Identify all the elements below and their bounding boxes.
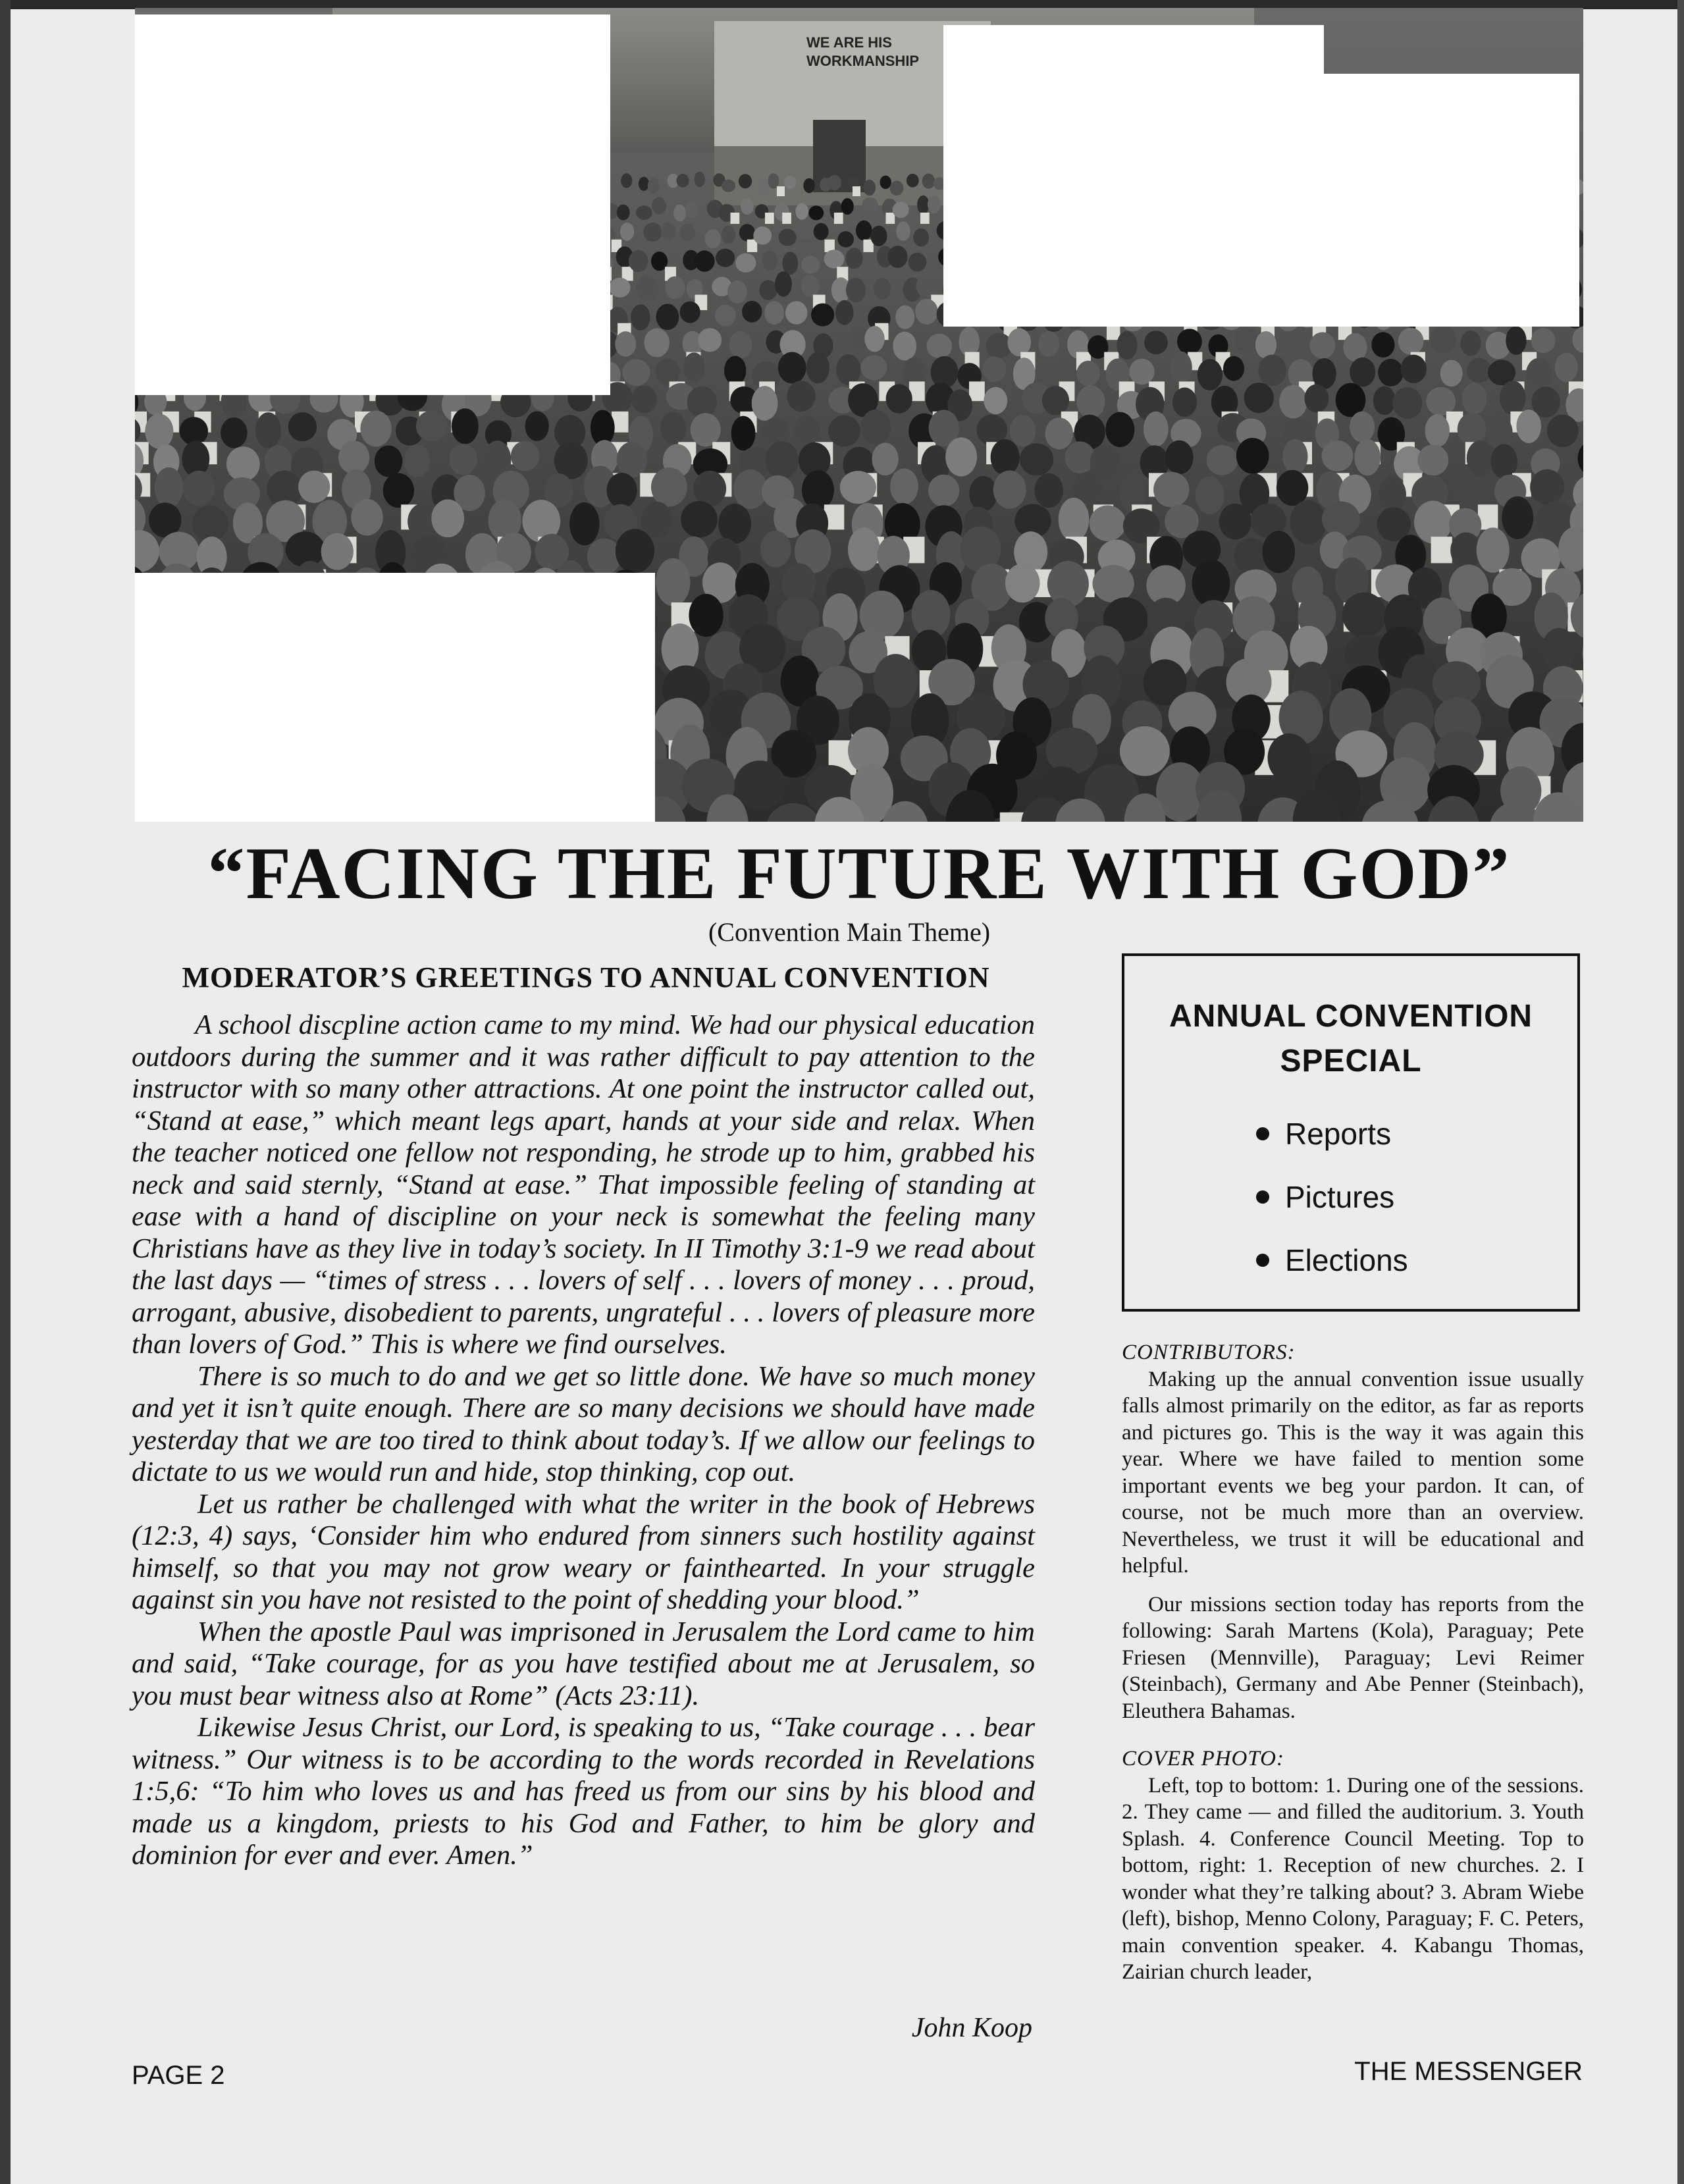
audience-head bbox=[735, 253, 756, 273]
audience-head bbox=[1076, 361, 1100, 386]
audience-head bbox=[255, 412, 281, 448]
audience-head bbox=[1263, 531, 1296, 573]
song-sheet bbox=[765, 213, 774, 224]
audience-head bbox=[915, 299, 938, 325]
audience-head bbox=[722, 180, 735, 192]
audience-head bbox=[651, 467, 687, 506]
audience-head bbox=[288, 412, 317, 441]
audience-head bbox=[615, 331, 636, 357]
audience-head bbox=[656, 558, 690, 606]
audience-head bbox=[695, 250, 715, 271]
audience-head bbox=[645, 329, 670, 358]
audience-head bbox=[862, 198, 878, 212]
audience-head bbox=[982, 357, 1007, 383]
audience-head bbox=[698, 328, 722, 352]
audience-head bbox=[677, 174, 689, 188]
audience-head bbox=[1304, 385, 1329, 413]
audience-head bbox=[569, 502, 599, 545]
audience-head bbox=[705, 229, 721, 248]
audience-head bbox=[1223, 356, 1244, 381]
special-box-title bbox=[1124, 994, 1577, 1084]
audience-head bbox=[893, 332, 916, 361]
audience-head bbox=[683, 352, 705, 382]
audience-head bbox=[1400, 355, 1427, 383]
audience-head bbox=[1350, 358, 1375, 387]
audience-head bbox=[803, 178, 815, 194]
audience-head bbox=[779, 228, 797, 246]
audience-head bbox=[993, 471, 1026, 509]
audience-head bbox=[848, 527, 880, 571]
audience-head bbox=[1144, 412, 1169, 446]
audience-head bbox=[375, 446, 403, 477]
audience-head bbox=[795, 203, 808, 220]
audience-head bbox=[802, 470, 834, 510]
audience-head bbox=[860, 355, 887, 380]
audience-head bbox=[1197, 359, 1223, 390]
audience-head bbox=[846, 248, 863, 269]
audience-head bbox=[1462, 383, 1487, 414]
audience-head bbox=[1350, 412, 1375, 442]
audience-head bbox=[1309, 333, 1335, 359]
audience-head bbox=[762, 250, 777, 271]
audience-head bbox=[404, 444, 430, 477]
audience-head bbox=[778, 352, 806, 384]
audience-head bbox=[360, 411, 391, 447]
audience-head bbox=[1020, 443, 1053, 475]
audience-head bbox=[449, 444, 477, 475]
audience-head bbox=[1042, 386, 1069, 415]
moderator-greeting-article bbox=[132, 1009, 1035, 1872]
audience-head bbox=[221, 417, 248, 448]
audience-head bbox=[775, 271, 792, 297]
audience-head bbox=[917, 196, 929, 214]
audience-head bbox=[801, 275, 820, 298]
banner-line1: WE ARE HIS bbox=[806, 34, 892, 51]
audience-head bbox=[1426, 387, 1456, 416]
audience-head bbox=[785, 301, 808, 324]
audience-head bbox=[1153, 472, 1189, 508]
audience-head bbox=[835, 300, 854, 325]
special-item bbox=[1256, 1102, 1408, 1165]
audience-head bbox=[741, 198, 754, 215]
audience-head bbox=[1392, 387, 1422, 419]
audience-head bbox=[1165, 440, 1194, 475]
audience-head bbox=[1093, 565, 1134, 602]
audience-head bbox=[895, 306, 914, 329]
audience-head bbox=[828, 415, 860, 447]
audience-head bbox=[814, 223, 829, 240]
audience-head bbox=[1117, 331, 1137, 360]
audience-head bbox=[893, 201, 909, 218]
audience-head bbox=[1276, 470, 1308, 506]
audience-head bbox=[1236, 438, 1269, 473]
bullet-icon bbox=[1256, 1127, 1269, 1140]
audience-head bbox=[192, 506, 228, 542]
audience-head bbox=[226, 446, 260, 481]
audience-head bbox=[1342, 593, 1386, 637]
audience-head bbox=[691, 413, 721, 446]
redaction-top-right-b bbox=[943, 74, 1579, 327]
audience-head bbox=[525, 412, 549, 441]
audience-head bbox=[864, 326, 884, 352]
song-sheet bbox=[886, 213, 895, 224]
audience-head bbox=[841, 198, 854, 215]
audience-head bbox=[1531, 328, 1556, 353]
audience-head bbox=[837, 231, 854, 248]
audience-head bbox=[1516, 410, 1541, 443]
audience-head bbox=[724, 356, 746, 385]
audience-head bbox=[183, 471, 215, 506]
audience-head bbox=[1177, 329, 1202, 354]
audience-head bbox=[742, 301, 762, 323]
audience-head bbox=[1417, 444, 1448, 475]
audience-head bbox=[661, 222, 676, 240]
audience-head bbox=[1467, 440, 1495, 477]
audience-head bbox=[752, 386, 778, 421]
audience-head bbox=[673, 205, 686, 222]
song-sheet bbox=[777, 186, 785, 196]
audience-head bbox=[928, 196, 940, 213]
audience-head bbox=[648, 178, 660, 194]
song-sheet bbox=[1431, 537, 1452, 563]
audience-head bbox=[1343, 333, 1367, 361]
convention-special-box bbox=[1122, 953, 1580, 1312]
audience-head bbox=[836, 354, 860, 385]
audience-head bbox=[1105, 412, 1134, 447]
audience-head bbox=[1371, 332, 1394, 358]
audience-head bbox=[1120, 726, 1170, 776]
audience-head bbox=[652, 197, 666, 214]
audience-head bbox=[636, 205, 652, 220]
audience-head bbox=[856, 221, 872, 241]
audience-head bbox=[1547, 415, 1579, 448]
audience-head bbox=[887, 246, 907, 268]
audience-head bbox=[629, 250, 648, 272]
audience-head bbox=[616, 529, 654, 573]
audience-head bbox=[1502, 496, 1533, 539]
audience-head bbox=[969, 476, 997, 512]
audience-head bbox=[916, 275, 938, 298]
audience-head bbox=[1090, 506, 1126, 541]
audience-head bbox=[617, 205, 630, 221]
special-item-label: Reports bbox=[1285, 1117, 1392, 1151]
audience-head bbox=[753, 226, 772, 245]
article-title: MODERATOR’S GREETINGS TO ANNUAL CONVENTION bbox=[182, 961, 990, 994]
bullet-icon bbox=[1256, 1190, 1269, 1204]
audience-head bbox=[984, 387, 1007, 414]
audience-head bbox=[622, 359, 650, 386]
audience-head bbox=[685, 202, 698, 217]
audience-head bbox=[1373, 386, 1396, 415]
audience-head bbox=[716, 249, 735, 267]
song-sheet bbox=[853, 186, 860, 196]
audience-head bbox=[874, 278, 891, 299]
audience-head bbox=[1467, 358, 1491, 383]
audience-head bbox=[722, 226, 735, 244]
audience-head bbox=[739, 224, 755, 241]
audience-head bbox=[890, 180, 904, 196]
audience-head bbox=[715, 305, 736, 327]
audience-head bbox=[890, 468, 918, 504]
audience-head bbox=[338, 440, 369, 474]
audience-head bbox=[641, 502, 672, 538]
audience-head bbox=[1034, 473, 1063, 508]
audience-head bbox=[1076, 385, 1105, 418]
song-sheet bbox=[731, 213, 740, 224]
redaction-top-left bbox=[135, 14, 610, 395]
audience-head bbox=[880, 176, 891, 189]
audience-head bbox=[794, 415, 820, 446]
article-paragraph: A school discpline action came to my mind. We had our physical education outdoors during the summer and it was rather difficult to pay attention to the instructor with so many other attractions. At one point the instructor called out, “Stand at ease,” which meant legs apart, hands at your side and relax. When the teacher noticed one fellow not responding, he strode up to him, grabbed his neck and said sternly, “Stand at ease.” That impossible feeling of standing at ease with a hand of discipline on your neck is somewhat the feeling many Christians have as they live in today’s society. In II Timothy 3:1-9 we read about the last days — “times of stress . . . lovers of self . . . lovers of money . . . proud, arrogant, abusive, disobedient to parents, ungrateful . . . lovers of pleasure more than lovers of God.” This is where we find ourselves. bbox=[132, 1009, 1035, 1360]
special-item-label: Elections bbox=[1285, 1243, 1408, 1277]
audience-head bbox=[907, 174, 919, 188]
audience-head bbox=[1129, 359, 1154, 385]
article-paragraph: There is so much to do and we get so little done. We have so much money and yet it isn’t quite enough. There are so many decisions we should have made yesterday that we are too tired to think about today’s. If we allow our feelings to dictate to us we would run and hide, stop thinking, cop out. bbox=[132, 1360, 1035, 1487]
audience-head bbox=[1279, 385, 1307, 419]
audience-head bbox=[739, 174, 752, 188]
banner-line2: WORKMANSHIP bbox=[806, 53, 920, 69]
audience-head bbox=[782, 252, 798, 275]
audience-head bbox=[681, 501, 718, 538]
article-paragraph: Let us rather be challenged with what the writer in the book of Hebrews (12:3, 4) says, ‘Consider him who endured from sinners such hostility against himself, so that you may not grow weary or fainthearted. In your struggle against sin you have not resisted to the point of shedding your blood.” bbox=[132, 1488, 1035, 1615]
audience-head bbox=[1144, 331, 1168, 354]
audience-head bbox=[383, 473, 414, 508]
audience-head bbox=[639, 177, 649, 191]
audience-head bbox=[298, 471, 330, 503]
audience-head bbox=[1290, 500, 1326, 545]
audience-head bbox=[1500, 381, 1526, 415]
audience-head bbox=[1477, 527, 1510, 573]
audience-head bbox=[1379, 477, 1406, 512]
audience-head bbox=[1255, 331, 1276, 359]
audience-head bbox=[637, 275, 659, 301]
audience-head bbox=[784, 176, 796, 189]
audience-head bbox=[1045, 728, 1097, 774]
audience-head bbox=[1005, 564, 1040, 602]
audience-head bbox=[1526, 358, 1552, 390]
author-signature: John Koop bbox=[911, 2013, 1032, 2043]
audience-head bbox=[1258, 355, 1286, 386]
audience-head bbox=[1378, 359, 1404, 386]
song-sheet bbox=[920, 213, 930, 224]
audience-head bbox=[155, 467, 183, 508]
audience-head bbox=[928, 475, 959, 507]
page-number: PAGE 2 bbox=[132, 2061, 225, 2090]
audience-head bbox=[922, 174, 935, 189]
audience-head bbox=[607, 473, 637, 508]
audience-head bbox=[896, 221, 910, 241]
audience-head bbox=[145, 414, 173, 449]
audience-head bbox=[846, 278, 866, 302]
audience-head bbox=[1398, 328, 1424, 355]
audience-head bbox=[621, 173, 632, 188]
audience-head bbox=[731, 416, 756, 451]
audience-head bbox=[431, 499, 464, 537]
convention-photo bbox=[135, 8, 1583, 822]
audience-head bbox=[631, 385, 657, 413]
audience-head bbox=[1010, 415, 1036, 446]
audience-head bbox=[1192, 560, 1230, 607]
audience-head bbox=[1196, 476, 1224, 514]
audience-head bbox=[656, 304, 679, 330]
audience-head bbox=[1234, 327, 1259, 353]
audience-head bbox=[759, 280, 777, 300]
audience-head bbox=[787, 381, 815, 412]
audience-head bbox=[1461, 331, 1481, 356]
audience-head bbox=[734, 760, 785, 810]
audience-head bbox=[1440, 360, 1463, 387]
audience-head bbox=[1059, 498, 1090, 541]
audience-head bbox=[808, 205, 824, 220]
audience-head bbox=[511, 441, 540, 471]
sidebar-notes bbox=[1122, 1339, 1584, 1986]
contributors-paragraph: Making up the annual convention issue usually falls almost primarily on the editor, as far as reports and pictures go. This is the way it was again this year. Where we have failed to mention some important events we beg your pardon. It can, of course, not be much more than an overview. Nevertheless, we trust it will be educational and helpful. bbox=[1122, 1367, 1584, 1578]
audience-head bbox=[631, 304, 650, 331]
audience-head bbox=[1282, 333, 1307, 358]
audience-head bbox=[1555, 353, 1578, 382]
audience-head bbox=[872, 443, 898, 476]
audience-head bbox=[1322, 502, 1360, 537]
song-sheet bbox=[834, 213, 843, 224]
audience-head bbox=[931, 356, 959, 388]
audience-head bbox=[824, 250, 845, 268]
song-sheet bbox=[782, 213, 791, 224]
main-theme-caption: (Convention Main Theme) bbox=[708, 917, 991, 947]
audience-head bbox=[660, 412, 686, 444]
audience-head bbox=[913, 228, 929, 247]
audience-head bbox=[1234, 538, 1267, 574]
audience-head bbox=[760, 531, 791, 568]
audience-head bbox=[617, 442, 647, 477]
audience-head bbox=[798, 224, 814, 240]
audience-head bbox=[729, 331, 752, 358]
audience-head bbox=[610, 278, 631, 298]
special-item-label: Pictures bbox=[1285, 1180, 1395, 1214]
special-item bbox=[1256, 1229, 1408, 1292]
audience-head bbox=[766, 441, 799, 479]
audience-head bbox=[1207, 445, 1238, 475]
article-paragraph: When the apostle Paul was imprisoned in Jerusalem the Lord came to him and said, “Take courage, for as you have testified about me at Jerusalem, so you must bear witness also at Rome” (Acts 23:11). bbox=[132, 1616, 1035, 1711]
audience-head bbox=[908, 253, 927, 272]
audience-head bbox=[886, 384, 912, 413]
song-sheet bbox=[969, 381, 985, 401]
audience-head bbox=[416, 411, 448, 442]
audience-head bbox=[991, 439, 1020, 475]
main-theme-headline: “FACING THE FUTURE WITH GOD” bbox=[207, 833, 1511, 915]
audience-head bbox=[1038, 331, 1059, 357]
audience-head bbox=[828, 175, 841, 190]
audience-head bbox=[927, 334, 953, 358]
audience-head bbox=[286, 531, 325, 567]
audience-head bbox=[680, 224, 695, 242]
publication-name: THE MESSENGER bbox=[1354, 2057, 1583, 2086]
audience-head bbox=[665, 277, 685, 300]
audience-head bbox=[1542, 628, 1576, 670]
audience-head bbox=[1219, 504, 1251, 540]
audience-head bbox=[945, 437, 977, 476]
audience-head bbox=[643, 223, 662, 242]
audience-head bbox=[1045, 417, 1074, 449]
audience-head bbox=[321, 533, 354, 570]
audience-head bbox=[1282, 439, 1307, 474]
special-title-line1: ANNUAL CONVENTION bbox=[1169, 999, 1533, 1034]
audience-head bbox=[1172, 388, 1197, 417]
scan-edge-right bbox=[1677, 0, 1684, 2184]
audience-head bbox=[695, 172, 705, 187]
audience-head bbox=[1530, 469, 1564, 505]
audience-head bbox=[1244, 383, 1274, 413]
audience-head bbox=[840, 471, 876, 504]
audience-head bbox=[806, 352, 829, 383]
audience-head bbox=[680, 302, 700, 323]
audience-head bbox=[656, 359, 680, 386]
special-title-line2: SPECIAL bbox=[1280, 1044, 1422, 1079]
bullet-icon bbox=[1256, 1254, 1269, 1267]
audience-head bbox=[727, 280, 747, 304]
audience-head bbox=[1170, 352, 1192, 384]
audience-head bbox=[1322, 440, 1354, 471]
audience-head bbox=[861, 410, 891, 444]
article-paragraph: Likewise Jesus Christ, our Lord, is speaking to us, “Take courage . . . bear witness.” Our witness is to be according to the words recorded in Revelations 1:5,6: “To him who loves us and has freed us from our sins by his blood and made us a kingdom, priests to his God and Father, to him be glory and dominion for ever and ever. Amen.” bbox=[132, 1712, 1035, 1871]
audience-head bbox=[351, 499, 382, 536]
audience-head bbox=[863, 180, 876, 196]
cover-photo-heading: COVER PHOTO: bbox=[1122, 1747, 1284, 1771]
audience-head bbox=[687, 386, 717, 418]
cover-photo-caption: Left, top to bottom: 1. During one of the sessions. 2. They came — and filled the auditorium. 3. Youth Splash. 4. Conference Council Meeting. Top to bottom, right: 1. Reception of new churches. 2. I wonder what they’re talking about? 3. Abram Wiebe (left), bishop, Menno Colony, Paraguay; F. C. Peters, main convention speaker. 4. Kabangu Thomas, Zairian church leader, bbox=[1122, 1773, 1584, 1984]
audience-head bbox=[1425, 414, 1450, 447]
audience-head bbox=[689, 594, 723, 637]
audience-head bbox=[452, 408, 479, 444]
special-items-list bbox=[1256, 1102, 1408, 1292]
audience-head bbox=[764, 301, 784, 325]
scan-edge-left bbox=[0, 0, 11, 2184]
contributors-heading: CONTRIBUTORS: bbox=[1122, 1341, 1296, 1364]
audience-head bbox=[1430, 325, 1456, 354]
audience-head bbox=[554, 442, 588, 479]
special-item bbox=[1256, 1165, 1408, 1229]
contributors-paragraph: Our missions section today has reports from the following: Sarah Martens (Kola), Paraguay; Pete Friesen (Mennville), Paraguay; Levi Reimer (Steinbach), Germany and Abe Penner (Steinbach), Eleuthera Bahamas. bbox=[1122, 1592, 1584, 1723]
audience-head bbox=[718, 504, 751, 544]
audience-head bbox=[1354, 439, 1381, 475]
audience-head bbox=[811, 304, 834, 327]
audience-head bbox=[620, 223, 634, 241]
audience-head bbox=[1506, 326, 1526, 355]
redaction-bottom-left bbox=[135, 573, 655, 822]
audience-head bbox=[801, 255, 820, 273]
audience-head bbox=[870, 226, 887, 246]
